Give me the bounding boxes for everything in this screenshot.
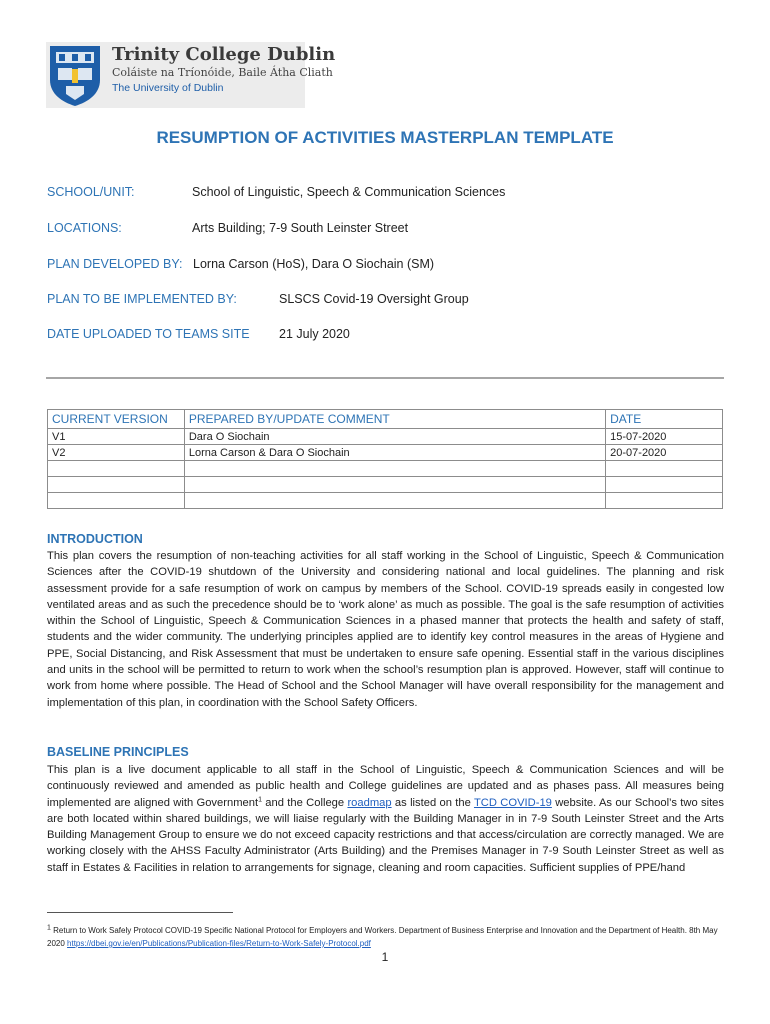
date-uploaded-value: 21 July 2020: [279, 327, 350, 341]
locations-label: LOCATIONS:: [47, 221, 122, 235]
version-table-header: [48, 410, 723, 429]
version-cell: [48, 461, 185, 477]
locations-value: Arts Building; 7-9 South Leinster Street: [192, 221, 409, 235]
introduction-paragraph: This plan covers the resumption of non-teaching activities for all staff working in the School of Linguistic, Speech & Communication Sciences after the COVID-19 shutdown of the University and considering national and local guidelines. The planning and risk assessment provide for a safe resumption of work on campus by members of the School. COVID-19 spreads easily in congested low ventilated areas and as such the precedence should be to ‘work alone’ as much as possible. The goal is the safe resumption of activities within the School of Linguistic, Speech & Communication Sciences in a phased manner that protects the health and safety of staff, students and the wider community. The underlying principles applied are to identify key control measures in the areas of Hygiene and PPE, Social Distancing, and Risk Assessment that must be undertaken to ensure safe opening. Essential staff in the various disciplines and units in the school will be permitted to return to work when the school’s resumption plan is approved. However, staff will continue to work from home where possible. The Head of School and the School Manager will have overall responsibility for the management and implementation of this plan, in coordination with the School Safety Officers.: [47, 550, 724, 709]
date-cell: 20-07-2020: [606, 445, 723, 461]
tcd-logo: [46, 42, 336, 108]
version-cell: V1: [48, 429, 185, 445]
version-cell: [48, 493, 185, 509]
tcd-covid-link[interactable]: TCD COVID-19: [473, 796, 552, 809]
date-uploaded-label: DATE UPLOADED TO TEAMS SITE: [47, 327, 250, 341]
logo-irish-name: Coláiste na Tríonóide, Baile Átha Cliath: [112, 66, 333, 79]
table-row: [48, 493, 723, 509]
footnote-ref[interactable]: 1: [258, 795, 262, 803]
footnote-number: 1: [47, 924, 51, 932]
header-prepared-by: PREPARED BY/UPDATE COMMENT: [184, 410, 605, 429]
version-cell: V2: [48, 445, 185, 461]
logo-subtitle: The University of Dublin: [112, 82, 224, 94]
table-row: [48, 445, 723, 461]
version-table: [47, 409, 723, 509]
document-title: RESUMPTION OF ACTIVITIES MASTERPLAN TEMPLATE: [156, 128, 614, 147]
prepared-by-cell: [184, 493, 605, 509]
prepared-by-cell: Dara O Siochain: [184, 429, 605, 445]
footnote-text: Return to Work Safely Protocol COVID-19 Specific National Protocol for Employers and Workers. Department of Business Enterprise and Innovation and the Department of Health. 8th May 2020: [47, 926, 718, 948]
date-cell: [606, 461, 723, 477]
roadmap-link[interactable]: roadmap: [347, 796, 392, 809]
prepared-by-cell: Lorna Carson & Dara O Siochain: [184, 445, 605, 461]
baseline-paragraph: [47, 762, 724, 876]
footnote: [47, 924, 724, 950]
table-row: [48, 461, 723, 477]
footnote-link[interactable]: https://dbei.gov.ie/en/Publications/Publication-files/Return-to-Work-Safely-Protocol.pdf: [67, 939, 371, 948]
implemented-by-label: PLAN TO BE IMPLEMENTED BY:: [47, 292, 237, 306]
footnote-divider: [47, 912, 233, 913]
page-number: 1: [381, 950, 389, 964]
prepared-by-cell: [184, 477, 605, 493]
horizontal-divider: [46, 377, 724, 379]
logo-title: Trinity College Dublin: [112, 44, 336, 65]
baseline-heading: BASELINE PRINCIPLES: [47, 745, 189, 759]
school-label: SCHOOL/UNIT:: [47, 185, 135, 199]
table-row: [48, 429, 723, 445]
developed-by-value: Lorna Carson (HoS), Dara O Siochain (SM): [193, 257, 435, 271]
version-cell: [48, 477, 185, 493]
date-cell: 15-07-2020: [606, 429, 723, 445]
baseline-text-1: This plan is a live document applicable to all staff in the School of Linguistic, Speech & Communication Sciences and will be continuously reviewed and amended as public health and College guidelines are updated and as phases pass. All measures being implemented are aligned with Government: [47, 764, 724, 809]
developed-by-label: PLAN DEVELOPED BY:: [47, 257, 183, 271]
baseline-text-2: and the College: [261, 796, 348, 809]
tcd-shield-icon: [46, 42, 104, 108]
header-date: DATE: [606, 410, 723, 429]
implemented-by-value: SLSCS Covid-19 Oversight Group: [279, 292, 469, 306]
prepared-by-cell: [184, 461, 605, 477]
introduction-heading: INTRODUCTION: [47, 532, 143, 546]
header-current-version: CURRENT VERSION: [48, 410, 185, 429]
baseline-text-3: as listed on the: [391, 796, 474, 809]
school-value: School of Linguistic, Speech & Communication Sciences: [192, 185, 506, 199]
date-cell: [606, 493, 723, 509]
baseline-text-4: website. As our School’s two sites are both located within shared buildings, we will liaise regularly with the Building Manager in in 7-9 South Leinster Street and the Arts Building Management Group to ensure we do not exceed capacity restrictions and that access/circulation are correctly managed. We are working closely with the AHSS Faculty Administrator (Arts Building) and the Premises Manager in 7-9 South Leinster Street as well as staff in Estates & Facilities in relation to arrangements for signage, cleaning and room capacities. Sufficient supplies of PPE/hand: [47, 796, 724, 874]
date-cell: [606, 477, 723, 493]
table-row: [48, 477, 723, 493]
